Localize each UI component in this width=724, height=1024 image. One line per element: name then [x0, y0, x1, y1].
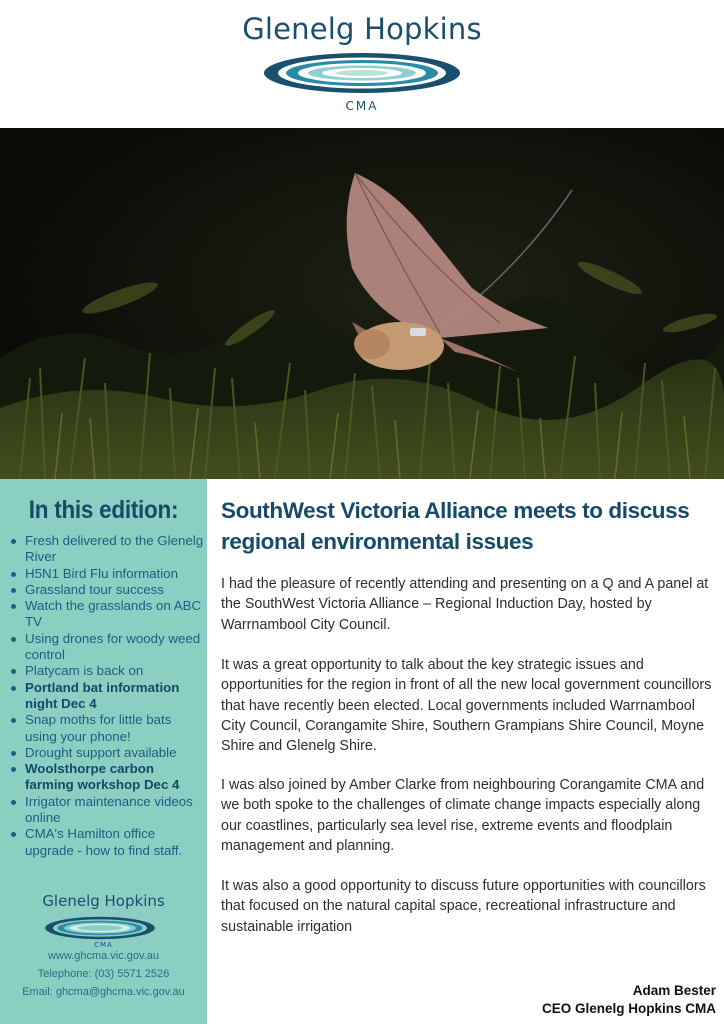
edition-item[interactable]: Drought support available	[8, 745, 204, 761]
edition-item[interactable]: CMA's Hamilton office upgrade - how to find staff.	[8, 826, 204, 859]
edition-item[interactable]: Watch the grasslands on ABC TV	[8, 598, 204, 631]
edition-item[interactable]: Grassland tour success	[8, 582, 204, 598]
edition-list	[8, 533, 204, 859]
header	[0, 0, 724, 128]
edition-item[interactable]: Woolsthorpe carbon farming workshop Dec 4	[8, 761, 204, 794]
flying-bat-photo-icon	[0, 128, 724, 479]
edition-item[interactable]: Fresh delivered to the Glenelg River	[8, 533, 204, 566]
sidebar	[0, 479, 207, 1024]
article-paragraph: I had the pleasure of recently attending and presenting on a Q and A panel at the SouthWest Victoria Alliance – Regional Induction Day, hosted by Warrnambool City Council.	[221, 576, 709, 633]
author-name: Adam Bester	[632, 983, 716, 998]
edition-item[interactable]: Portland bat information night Dec 4	[8, 680, 204, 713]
telephone-text: Telephone: (03) 5571 2526	[37, 968, 170, 980]
email-link[interactable]: Email: ghcma@ghcma.vic.gov.au	[22, 986, 185, 998]
website-link[interactable]: www.ghcma.vic.gov.au	[47, 950, 160, 962]
article-paragraph: It was also a good opportunity to discuss future opportunities with councillors that focused on the natural capital space, recreational infrastructure and sustainable irrigation	[221, 878, 706, 935]
edition-item[interactable]: Using drones for woody weed control	[8, 631, 204, 664]
edition-item[interactable]: Irrigator maintenance videos online	[8, 794, 204, 827]
author-role: CEO Glenelg Hopkins CMA	[541, 1001, 716, 1016]
article-paragraph: It was a great opportunity to talk about the key strategic issues and opportunities for the region in front of all the new local government councillors that have recently been elected. Local governments included Warrnambool City Council, Corangamite Shire, Southern Grampians Shire Council, Moyne Shire and Glenelg Shire.	[221, 657, 712, 755]
sidebar-title: In this edition:	[28, 496, 179, 524]
brand-name: Glenelg Hopkins	[242, 12, 482, 46]
edition-item[interactable]: Snap moths for little bats using your phone!	[8, 712, 204, 745]
article-title: SouthWest Victoria Alliance meets to discuss regional environmental issues	[221, 498, 690, 554]
ripple-logo-icon	[44, 915, 156, 941]
article-paragraph: I was also joined by Amber Clarke from neighbouring Corangamite CMA and we both spoke to the challenges of climate change impacts especially along our coastlines, particularly sea level rise, extreme events and floodplain management and planning.	[221, 777, 705, 854]
ripple-logo-icon	[262, 51, 462, 95]
brand-sub: CMA	[345, 99, 379, 113]
hero-photo	[0, 128, 724, 479]
sidebar-logo-name: Glenelg Hopkins	[42, 892, 165, 910]
edition-item[interactable]: H5N1 Bird Flu information	[8, 566, 204, 582]
edition-item[interactable]: Platycam is back on	[8, 663, 204, 679]
sidebar-logo-sub: CMA	[94, 941, 113, 949]
